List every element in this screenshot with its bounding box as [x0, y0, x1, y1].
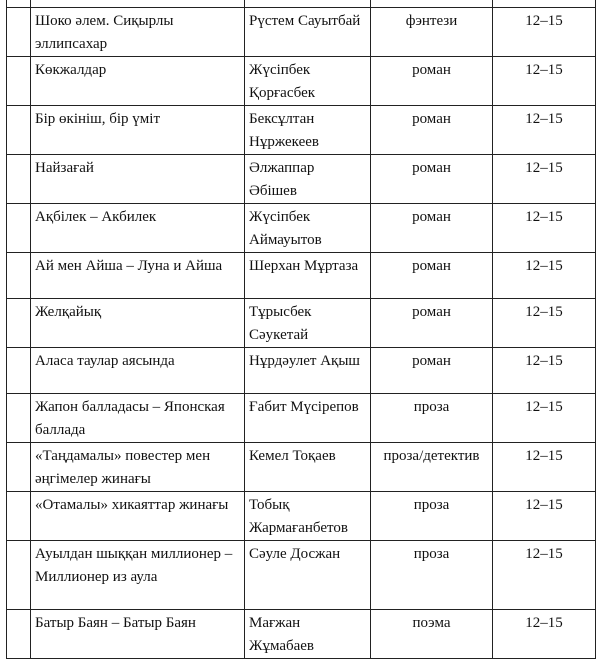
book-author: Нұрдәулет Ақыш [249, 353, 360, 369]
cell-age [493, 8, 596, 57]
book-genre: проза [413, 399, 450, 415]
book-genre: проза/детектив [383, 448, 480, 464]
cell-age [493, 394, 596, 443]
book-title: Жапон балладасы – Японская баллада [35, 399, 225, 438]
cell-author [245, 204, 371, 253]
table-row [7, 443, 596, 492]
book-genre: фэнтези [405, 13, 458, 29]
cell-age [493, 541, 596, 610]
table-row [7, 610, 596, 659]
cell-title [31, 541, 245, 610]
table-row [7, 106, 596, 155]
book-genre: роман [412, 209, 451, 225]
age-range: 12–15 [525, 258, 563, 274]
book-author: Әлжаппар Әбішев [249, 160, 315, 199]
book-title: Желқайық [35, 304, 102, 320]
book-genre: роман [412, 353, 451, 369]
cell-author [245, 492, 371, 541]
cell-title [31, 610, 245, 659]
cell-author [245, 0, 371, 8]
cell-author [245, 348, 371, 394]
cell-author [245, 443, 371, 492]
book-author: Ғабит Мүсірепов [249, 399, 359, 415]
age-range: 12–15 [525, 62, 563, 78]
cell-age [493, 0, 596, 8]
age-range: 12–15 [525, 209, 563, 225]
age-range: 12–15 [525, 13, 563, 29]
cell-genre [371, 57, 493, 106]
book-genre: роман [412, 111, 451, 127]
cell-title [31, 443, 245, 492]
cell-age [493, 443, 596, 492]
book-genre: проза [413, 546, 450, 562]
book-title: Бір өкініш, бір үміт [35, 111, 160, 127]
cell-number [7, 8, 31, 57]
cell-age [493, 204, 596, 253]
cell-author [245, 106, 371, 155]
book-author: Бексұлтан Нұржекеев [249, 111, 319, 150]
cell-title [31, 204, 245, 253]
table-row [7, 57, 596, 106]
table-row [7, 394, 596, 443]
cell-age [493, 348, 596, 394]
age-range: 12–15 [525, 111, 563, 127]
cell-age [493, 492, 596, 541]
cell-title [31, 155, 245, 204]
cell-genre [371, 610, 493, 659]
book-title: «Отамалы» хикаяттар жинағы [35, 497, 229, 513]
cell-genre [371, 348, 493, 394]
cell-genre [371, 106, 493, 155]
cell-age [493, 253, 596, 299]
book-title: Шоко әлем. Сиқырлы эллипсахар [35, 13, 174, 52]
book-author: Жүсіпбек Аймауытов [249, 209, 322, 248]
cell-number [7, 394, 31, 443]
cell-title [31, 299, 245, 348]
table-row [7, 541, 596, 610]
cell-age [493, 299, 596, 348]
cell-age [493, 610, 596, 659]
book-author: Сәуле Досжан [249, 546, 341, 562]
table-row-top-stub [7, 0, 596, 8]
cell-title [31, 492, 245, 541]
book-author: Шерхан Мұртаза [249, 258, 359, 274]
table-row [7, 492, 596, 541]
cell-author [245, 299, 371, 348]
cell-genre [371, 299, 493, 348]
book-author: Рүстем Сауытбай [249, 13, 361, 29]
cell-genre [371, 155, 493, 204]
cell-number [7, 204, 31, 253]
cell-number [7, 253, 31, 299]
cell-genre [371, 253, 493, 299]
cell-genre [371, 541, 493, 610]
cell-age [493, 106, 596, 155]
cell-number [7, 155, 31, 204]
age-range: 12–15 [525, 160, 563, 176]
cell-author [245, 394, 371, 443]
age-range: 12–15 [525, 497, 563, 513]
cell-author [245, 57, 371, 106]
cell-number [7, 0, 31, 8]
cell-title [31, 394, 245, 443]
table-row [7, 204, 596, 253]
cell-number [7, 57, 31, 106]
book-title: Ауылдан шыққан миллионер – Миллионер из аула [35, 546, 233, 585]
cell-number [7, 443, 31, 492]
cell-number [7, 348, 31, 394]
cell-number [7, 299, 31, 348]
age-range: 12–15 [525, 399, 563, 415]
book-list-table [6, 0, 596, 659]
cell-author [245, 541, 371, 610]
cell-title [31, 8, 245, 57]
table-row [7, 299, 596, 348]
cell-title [31, 106, 245, 155]
cell-number [7, 541, 31, 610]
cell-age [493, 57, 596, 106]
cell-author [245, 610, 371, 659]
book-genre: поэма [412, 615, 451, 631]
book-author: Мағжан Жұмабаев [249, 615, 315, 654]
book-author: Жүсіпбек Қорғасбек [249, 62, 316, 101]
book-genre: роман [412, 160, 451, 176]
book-genre: роман [412, 258, 451, 274]
book-genre: роман [412, 304, 451, 320]
cell-author [245, 155, 371, 204]
book-title: Батыр Баян – Батыр Баян [35, 615, 196, 631]
cell-title [31, 0, 245, 8]
age-range: 12–15 [525, 615, 563, 631]
book-author: Тобық Жармағанбетов [249, 497, 348, 536]
cell-genre [371, 492, 493, 541]
book-list-body [7, 0, 596, 659]
cell-author [245, 253, 371, 299]
cell-number [7, 492, 31, 541]
table-row [7, 253, 596, 299]
cell-title [31, 57, 245, 106]
age-range: 12–15 [525, 448, 563, 464]
table-row [7, 8, 596, 57]
book-genre: роман [412, 62, 451, 78]
cell-genre [371, 443, 493, 492]
cell-number [7, 106, 31, 155]
age-range: 12–15 [525, 546, 563, 562]
age-range: 12–15 [525, 353, 563, 369]
age-range: 12–15 [525, 304, 563, 320]
cell-genre [371, 8, 493, 57]
book-author: Кемел Тоқаев [249, 448, 336, 464]
book-genre: проза [413, 497, 450, 513]
book-title: Көкжалдар [35, 62, 107, 78]
cell-author [245, 8, 371, 57]
cell-genre [371, 0, 493, 8]
table-row [7, 348, 596, 394]
book-author: Тұрысбек Сәукетай [249, 304, 312, 343]
cell-age [493, 155, 596, 204]
table-row [7, 155, 596, 204]
cell-genre [371, 394, 493, 443]
book-title: Найзағай [35, 160, 94, 176]
book-title: «Таңдамалы» повестер мен әңгімелер жинағы [35, 448, 211, 487]
book-title: Аласа таулар аясында [35, 353, 175, 369]
cell-title [31, 348, 245, 394]
cell-genre [371, 204, 493, 253]
cell-number [7, 610, 31, 659]
cell-title [31, 253, 245, 299]
book-title: Ай мен Айша – Луна и Айша [35, 258, 223, 274]
book-title: Ақбілек – Акбилек [35, 209, 157, 225]
